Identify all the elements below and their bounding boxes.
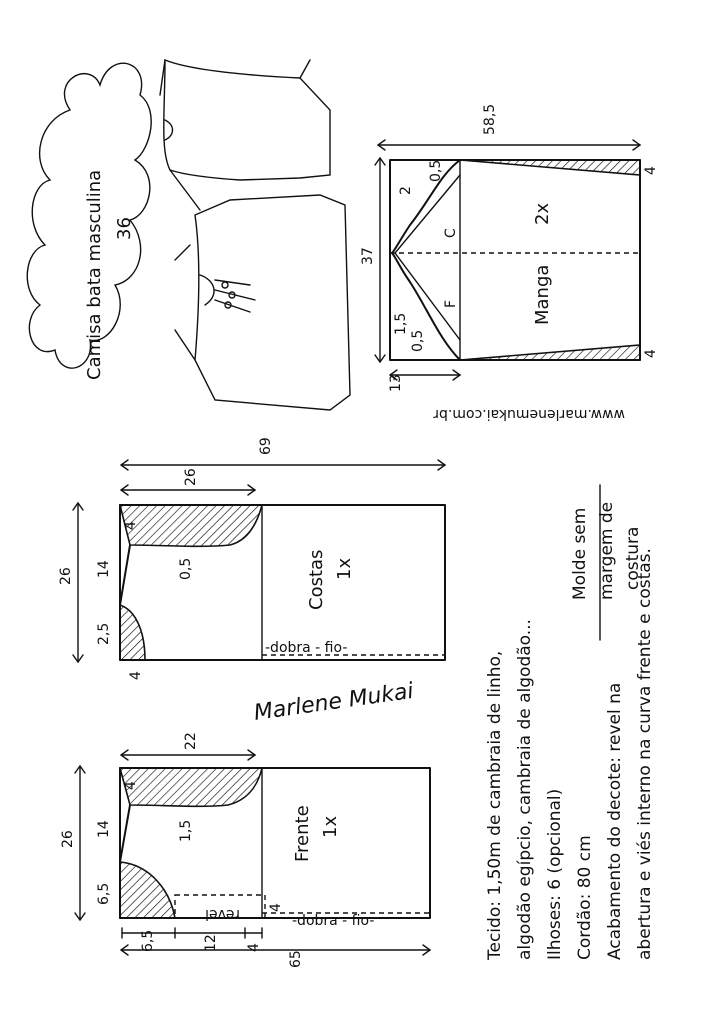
signature: Marlene Mukai xyxy=(252,678,416,726)
website-url: www.marlenemukai.com.br xyxy=(433,406,625,422)
title-text: Camisa bata masculina xyxy=(84,169,105,380)
frente-neck-depth: 6,5 xyxy=(96,882,112,905)
costas-neck-depth: 2,5 xyxy=(96,622,112,645)
note-cord: Cordão: 80 cm xyxy=(575,835,595,960)
frente-neck-width: 6,5 xyxy=(140,929,156,952)
frente-shoulder-width: 22 xyxy=(183,732,199,750)
manga-cap-depth: 13 xyxy=(388,374,404,392)
costas-shoulder-drop: 4 xyxy=(123,521,139,530)
frente-placket-gap: 4 xyxy=(268,903,284,912)
frente-armhole-curve: 1,5 xyxy=(178,819,194,842)
costas-count: 1x xyxy=(334,557,355,580)
note-fabric2: algodão egípcio, cambraia de algodão... xyxy=(515,619,535,960)
frente-placket-note: revel xyxy=(205,906,240,922)
manga-curve-bottom-label: 1,5 xyxy=(393,312,409,335)
note-finish2: abertura e viés interno na curva frente e costas. xyxy=(635,548,655,960)
shirt-sketch-back xyxy=(160,60,330,210)
costas-fold-note: -dobra - fio- xyxy=(265,640,348,656)
frente-armhole-depth: 14 xyxy=(96,820,112,838)
note-fabric: Tecido: 1,50m de cambraia de linho, xyxy=(485,650,505,960)
manga-hem-step-bottom: 4 xyxy=(643,349,659,358)
manga-count: 2x xyxy=(532,202,553,225)
note-seam3: costura xyxy=(623,526,643,590)
frente-placket-length: 12 xyxy=(203,934,219,952)
frente-length: 65 xyxy=(288,950,304,968)
note-seam1: Molde sem xyxy=(570,507,590,600)
costas-armhole-curve: 0,5 xyxy=(178,557,194,580)
note-seam2: margem de xyxy=(597,501,617,600)
frente-placket-width: 4 xyxy=(246,943,262,952)
costas-armhole-depth: 14 xyxy=(96,560,112,578)
costas-length: 69 xyxy=(258,437,274,455)
manga-curve-top-label: 2 xyxy=(398,186,414,195)
frente-pattern xyxy=(60,732,430,968)
frente-width: 26 xyxy=(60,830,76,848)
costas-shoulder-width: 26 xyxy=(183,468,199,486)
manga-curve-bottom-offset: 0,5 xyxy=(410,329,426,352)
manga-curve-top-offset: 0,5 xyxy=(428,159,444,182)
title-size: 36 xyxy=(114,217,135,240)
note-eyelets: Ilhoses: 6 (opcional) xyxy=(545,788,565,960)
frente-label: Frente xyxy=(292,805,313,862)
costas-label: Costas xyxy=(306,549,327,610)
manga-label: Manga xyxy=(532,264,553,325)
note-finish: Acabamento do decote: revel na xyxy=(605,682,625,960)
costas-pattern xyxy=(58,437,445,680)
frente-fold-note: -dobra - fio- xyxy=(292,913,375,929)
costas-width: 26 xyxy=(58,567,74,585)
manga-front-mark: F xyxy=(443,299,459,308)
costas-neck-width: 4 xyxy=(128,671,144,680)
instructions-block xyxy=(485,485,655,961)
manga-back-mark: C xyxy=(443,228,459,238)
manga-height: 37 xyxy=(360,247,376,265)
manga-width: 58,5 xyxy=(482,103,498,135)
manga-pattern xyxy=(360,104,659,392)
frente-count: 1x xyxy=(320,815,341,838)
shirt-sketch-front xyxy=(175,195,350,410)
frente-shoulder-drop: 4 xyxy=(123,781,139,790)
manga-hem-step-top: 4 xyxy=(643,166,659,175)
title-cloud xyxy=(27,63,151,380)
